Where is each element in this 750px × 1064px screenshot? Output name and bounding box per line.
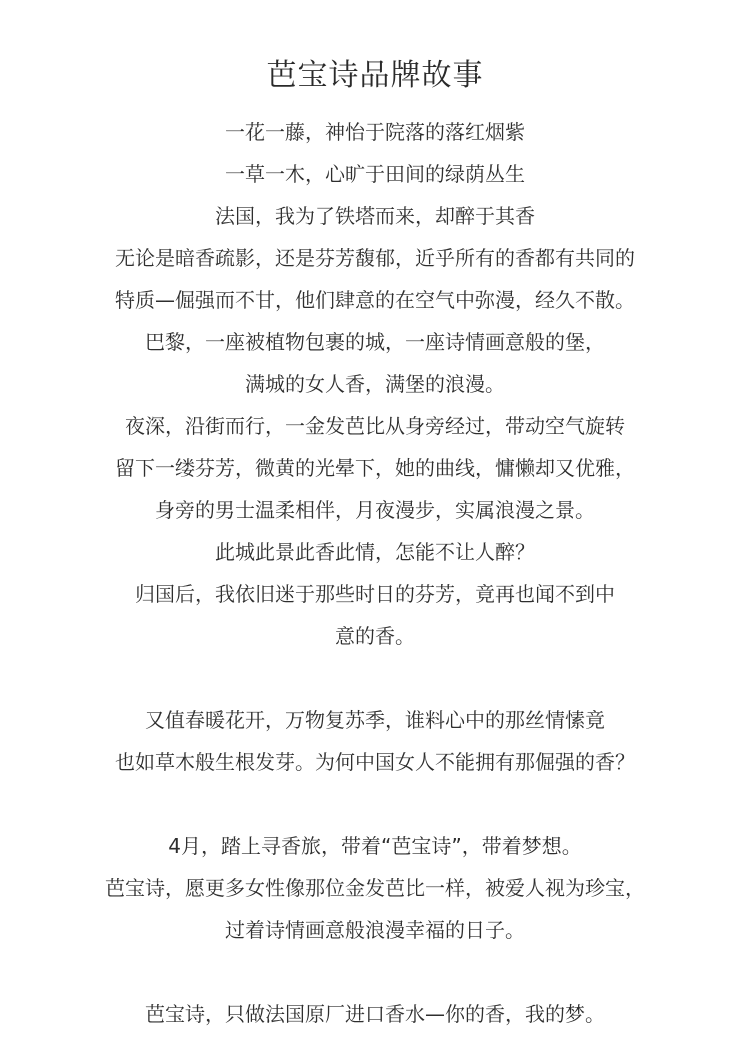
story-line: 无论是暗香疏影，还是芬芳馥郁，近乎所有的香都有共同的 bbox=[115, 246, 635, 270]
story-line: 夜深，沿街而行，一金发芭比从身旁经过，带动空气旋转 bbox=[125, 414, 625, 438]
story-paragraph bbox=[0, 825, 750, 951]
paragraph-spacer bbox=[0, 657, 750, 699]
story-line: 也如草木般生根发芽。为何中国女人不能拥有那倔强的香？ bbox=[115, 750, 635, 774]
story-paragraph bbox=[0, 111, 750, 657]
story-paragraph bbox=[0, 993, 750, 1035]
page-title: 芭宝诗品牌故事 bbox=[266, 58, 484, 93]
paragraph-spacer bbox=[0, 783, 750, 825]
story-paragraph bbox=[0, 699, 750, 783]
story-line: 一草一木，心旷于田间的绿荫丛生 bbox=[225, 162, 525, 186]
story-line: 满城的女人香，满堡的浪漫。 bbox=[245, 372, 505, 396]
paragraph-spacer bbox=[0, 951, 750, 993]
story-line: 此城此景此香此情，怎能不让人醉？ bbox=[215, 540, 535, 564]
story-line: 巴黎，一座被植物包裹的城，一座诗情画意般的堡， bbox=[145, 330, 605, 354]
story-line: 身旁的男士温柔相伴，月夜漫步，实属浪漫之景。 bbox=[155, 498, 595, 522]
story-line: 留下一缕芬芳，微黄的光晕下，她的曲线，慵懒却又优雅， bbox=[115, 456, 635, 480]
story-line: 芭宝诗，愿更多女性像那位金发芭比一样，被爱人视为珍宝， bbox=[105, 876, 645, 900]
story-line: 又值春暖花开，万物复苏季，谁料心中的那丝情愫竟 bbox=[145, 708, 605, 732]
story-line: 意的香。 bbox=[335, 624, 415, 648]
story-line: 过着诗情画意般浪漫幸福的日子。 bbox=[225, 918, 525, 942]
story-line: 芭宝诗，只做法国原厂进口香水—你的香，我的梦。 bbox=[145, 1002, 605, 1026]
story-line: 一花一藤，神怡于院落的落红烟紫 bbox=[225, 120, 525, 144]
story-line: 归国后，我依旧迷于那些时日的芬芳，竟再也闻不到中 bbox=[135, 582, 615, 606]
story-line: 4月，踏上寻香旅，带着“芭宝诗”，带着梦想。 bbox=[168, 834, 582, 858]
story-line: 法国，我为了铁塔而来，却醉于其香 bbox=[215, 204, 535, 228]
story-line: 特质—倔强而不甘，他们肆意的在空气中弥漫，经久不散。 bbox=[115, 288, 635, 312]
story-body bbox=[0, 111, 750, 1035]
